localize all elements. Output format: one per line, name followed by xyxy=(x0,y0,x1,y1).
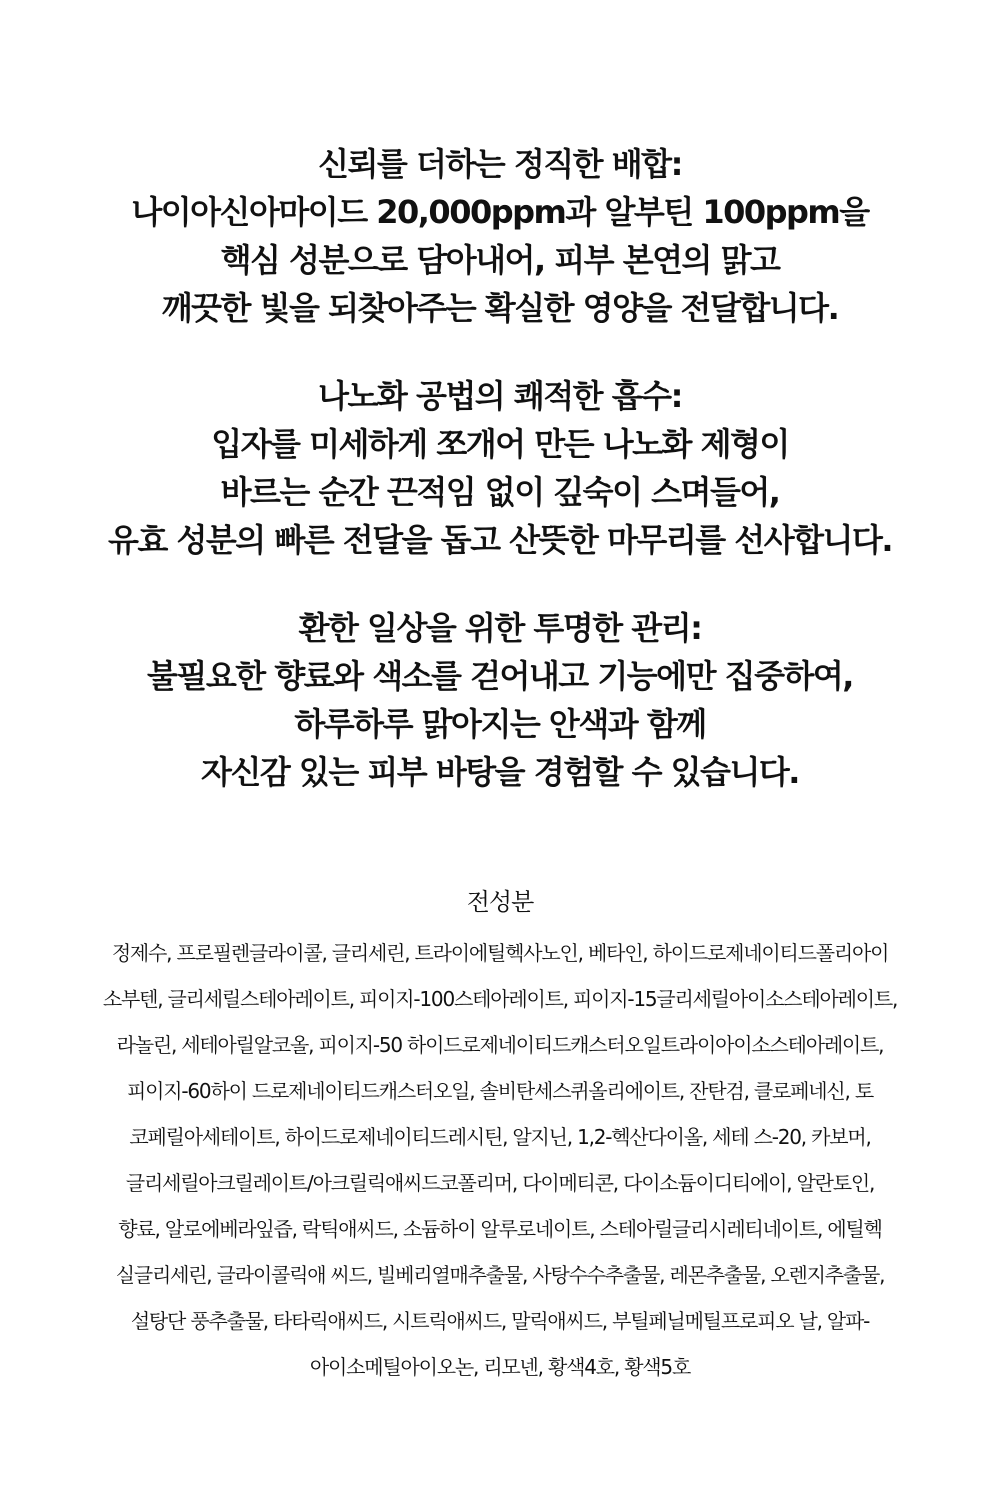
feature-heading: 나노화 공법의 쾌적한 흡수: xyxy=(318,377,682,415)
ingredients-line: 소부텐, 글리세릴스테아레이트, 피이지-100스테아레이트, 피이지-15글리세릴아이소스테아레이트, xyxy=(102,987,898,1011)
feature-text-line: 불필요한 향료와 색소를 걷어내고 기능에만 집중하여, xyxy=(147,657,853,695)
ingredients-line: 라놀린, 세테아릴알코올, 피이지-50 하이드로제네이티드캐스터오일트라이아이소스테아레이트, xyxy=(116,1033,884,1057)
ingredients-line: 코페릴아세테이트, 하이드로제네이티드레시틴, 알지닌, 1,2-헥산다이올, 세테 스-20, 카보머, xyxy=(129,1125,871,1149)
feature-text-line: 자신감 있는 피부 바탕을 경험할 수 있습니다. xyxy=(201,753,799,791)
feature-heading: 신뢰를 더하는 정직한 배합: xyxy=(318,145,682,183)
feature-block-formula xyxy=(0,140,1000,332)
feature-heading: 환한 일상을 위한 투명한 관리: xyxy=(298,609,702,647)
feature-descriptions xyxy=(0,140,1000,836)
ingredients-line: 글리세릴아크릴레이트/아크릴릭애씨드코폴리머, 다이메티콘, 다이소듐이디티에이, 알란토인, xyxy=(125,1171,875,1195)
feature-text-line: 나이아신아마이드 20,000ppm과 알부틴 100ppm을 xyxy=(131,193,869,231)
ingredients-line: 설탕단 풍추출물, 타타릭애씨드, 시트릭애씨드, 말릭애씨드, 부틸페닐메틸프로피오 날, 알파- xyxy=(130,1309,870,1333)
feature-block-absorption xyxy=(0,372,1000,564)
feature-text-line: 유효 성분의 빠른 전달을 돕고 산뜻한 마무리를 선사합니다. xyxy=(107,521,893,559)
ingredients-line: 정제수, 프로필렌글라이콜, 글리세린, 트라이에틸헥사노인, 베타인, 하이드로제네이티드폴리아이 xyxy=(111,941,889,965)
feature-text-line: 깨끗한 빛을 되찾아주는 확실한 영양을 전달합니다. xyxy=(161,289,839,327)
ingredients-line: 실글리세린, 글라이콜릭애 씨드, 빌베리열매추출물, 사탕수수추출물, 레몬추출물, 오렌지추출물, xyxy=(115,1263,885,1287)
feature-block-care xyxy=(0,604,1000,796)
feature-text-line: 바르는 순간 끈적임 없이 깊숙이 스며들어, xyxy=(220,473,780,511)
feature-text-line: 핵심 성분으로 담아내어, 피부 본연의 맑고 xyxy=(220,241,780,279)
ingredients-title: 전성분 xyxy=(466,888,534,916)
feature-text-line: 입자를 미세하게 쪼개어 만든 나노화 제형이 xyxy=(211,425,789,463)
ingredients-section xyxy=(0,880,1000,1390)
ingredients-line: 아이소메틸아이오논, 리모넨, 황색4호, 황색5호 xyxy=(309,1355,691,1379)
feature-text-line: 하루하루 맑아지는 안색과 함께 xyxy=(294,705,706,743)
ingredients-line: 향료, 알로에베라잎즙, 락틱애씨드, 소듐하이 알루로네이트, 스테아릴글리시레티네이트, 에틸헥 xyxy=(118,1217,882,1241)
ingredients-line: 피이지-60하이 드로제네이티드캐스터오일, 솔비탄세스퀴올리에이트, 잔탄검, 클로페네신, 토 xyxy=(127,1079,873,1103)
